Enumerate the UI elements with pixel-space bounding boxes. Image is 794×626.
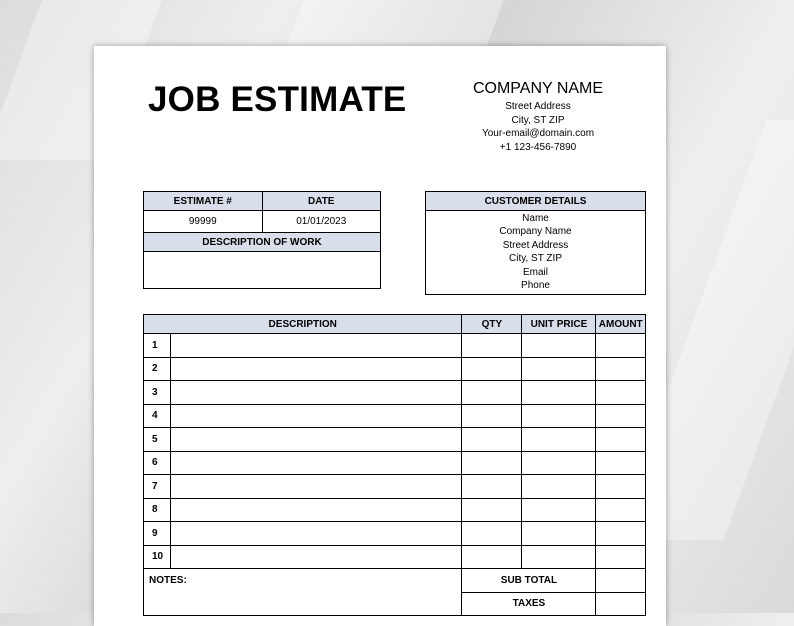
company-city: City, ST ZIP	[511, 114, 565, 126]
customer-details-table	[425, 191, 646, 295]
line-unit-price[interactable]	[522, 498, 596, 522]
unit-price-column-header: UNIT PRICE	[522, 315, 596, 334]
line-number: 8	[144, 498, 171, 522]
customer-details-body[interactable]	[426, 211, 646, 295]
table-row	[144, 522, 646, 546]
subtotal-label: SUB TOTAL	[462, 569, 596, 593]
line-description[interactable]	[171, 522, 462, 546]
line-description[interactable]	[171, 381, 462, 405]
company-info	[448, 80, 628, 154]
line-unit-price[interactable]	[522, 404, 596, 428]
table-row	[144, 545, 646, 569]
table-row	[144, 404, 646, 428]
line-number: 9	[144, 522, 171, 546]
line-amount[interactable]	[596, 522, 646, 546]
table-row	[144, 498, 646, 522]
line-unit-price[interactable]	[522, 334, 596, 358]
line-qty[interactable]	[462, 404, 522, 428]
line-qty[interactable]	[462, 381, 522, 405]
line-qty[interactable]	[462, 498, 522, 522]
line-amount[interactable]	[596, 357, 646, 381]
customer-company: Company Name	[499, 226, 572, 238]
table-row	[144, 357, 646, 381]
line-unit-price[interactable]	[522, 428, 596, 452]
line-description[interactable]	[171, 451, 462, 475]
customer-email: Email	[522, 266, 548, 278]
line-unit-price[interactable]	[522, 357, 596, 381]
line-number: 3	[144, 381, 171, 405]
line-qty[interactable]	[462, 428, 522, 452]
line-qty[interactable]	[462, 334, 522, 358]
line-qty[interactable]	[462, 545, 522, 569]
line-number: 4	[144, 404, 171, 428]
company-street: Street Address	[505, 101, 571, 112]
customer-city: City, ST ZIP	[509, 253, 562, 265]
description-of-work-field[interactable]	[144, 252, 381, 289]
page-title: JOB ESTIMATE	[148, 80, 407, 119]
company-name: COMPANY NAME	[472, 80, 604, 97]
line-number: 10	[144, 545, 171, 569]
line-description[interactable]	[171, 334, 462, 358]
line-unit-price[interactable]	[522, 522, 596, 546]
customer-street: Street Address	[502, 239, 569, 251]
amount-column-header: AMOUNT	[596, 315, 646, 334]
line-qty[interactable]	[462, 475, 522, 499]
taxes-value[interactable]	[596, 592, 646, 616]
line-description[interactable]	[171, 498, 462, 522]
company-phone: +1 123-456-7890	[499, 141, 577, 153]
customer-name: Name	[522, 213, 549, 224]
line-unit-price[interactable]	[522, 381, 596, 405]
line-unit-price[interactable]	[522, 475, 596, 499]
line-unit-price[interactable]	[522, 451, 596, 475]
line-unit-price[interactable]	[522, 545, 596, 569]
line-description[interactable]	[171, 404, 462, 428]
line-qty[interactable]	[462, 357, 522, 381]
customer-phone: Phone	[521, 280, 550, 292]
line-number: 2	[144, 357, 171, 381]
notes-field[interactable]: NOTES:	[144, 569, 462, 616]
description-of-work-header: DESCRIPTION OF WORK	[144, 233, 381, 252]
line-number: 6	[144, 451, 171, 475]
estimate-info-table	[143, 191, 381, 289]
taxes-label: TAXES	[462, 592, 596, 616]
line-description[interactable]	[171, 475, 462, 499]
table-row	[144, 381, 646, 405]
line-qty[interactable]	[462, 451, 522, 475]
date-header: DATE	[262, 192, 381, 211]
qty-column-header: QTY	[462, 315, 522, 334]
line-number: 7	[144, 475, 171, 499]
line-amount[interactable]	[596, 475, 646, 499]
estimate-number-header: ESTIMATE #	[144, 192, 263, 211]
line-qty[interactable]	[462, 522, 522, 546]
line-amount[interactable]	[596, 381, 646, 405]
company-email: Your-email@domain.com	[481, 128, 595, 139]
date-value[interactable]: 01/01/2023	[262, 211, 381, 233]
table-row	[144, 334, 646, 358]
line-number: 5	[144, 428, 171, 452]
description-column-header: DESCRIPTION	[144, 315, 462, 334]
line-description[interactable]	[171, 428, 462, 452]
line-items-header-row	[144, 315, 646, 334]
line-description[interactable]	[171, 545, 462, 569]
line-description[interactable]	[171, 357, 462, 381]
line-items-table	[143, 314, 646, 616]
line-amount[interactable]	[596, 451, 646, 475]
table-row	[144, 451, 646, 475]
subtotal-value[interactable]	[596, 569, 646, 593]
line-amount[interactable]	[596, 428, 646, 452]
line-number: 1	[144, 334, 171, 358]
customer-details-header: CUSTOMER DETAILS	[426, 192, 646, 211]
line-amount[interactable]	[596, 498, 646, 522]
line-amount[interactable]	[596, 545, 646, 569]
line-amount[interactable]	[596, 334, 646, 358]
table-row	[144, 428, 646, 452]
line-amount[interactable]	[596, 404, 646, 428]
estimate-number-value[interactable]: 99999	[144, 211, 263, 233]
table-row	[144, 475, 646, 499]
background-shape	[285, 0, 514, 50]
